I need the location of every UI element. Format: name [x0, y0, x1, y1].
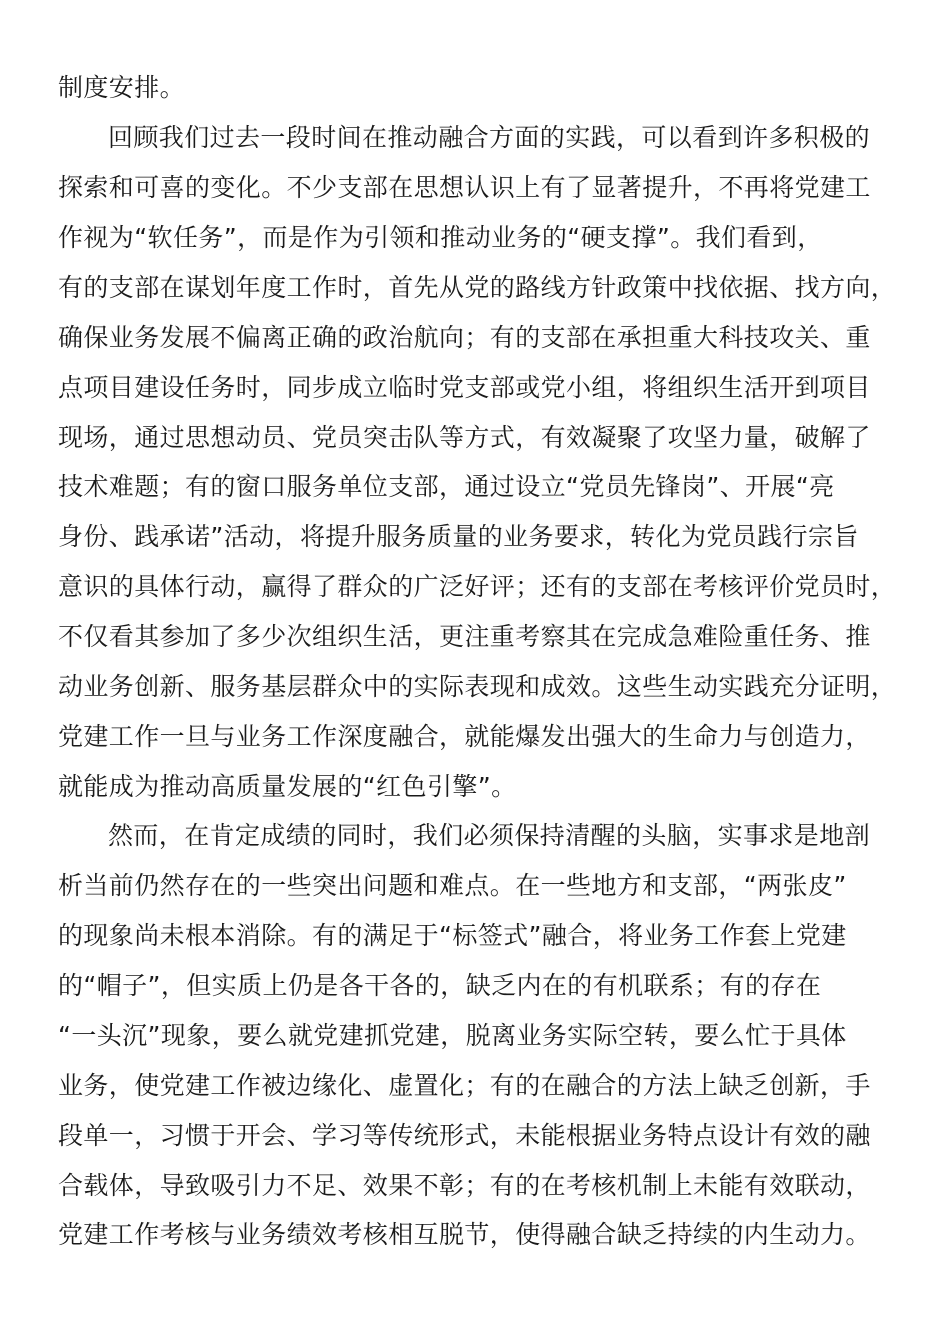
text-line: 析当前仍然存在的一些突出问题和难点。在一些地方和支部，“两张皮”: [58, 871, 847, 900]
text-line: 动业务创新、服务基层群众中的实际表现和成效。这些生动实践充分证明，: [58, 672, 897, 701]
text-line: “一头沉”现象，要么就党建抓党建，脱离业务实际空转，要么忙于具体: [58, 1021, 847, 1050]
text-line: 意识的具体行动，赢得了群众的广泛好评；还有的支部在考核评价党员时，: [58, 572, 897, 601]
paragraph-first-line: 然而，在肯定成绩的同时，我们必须保持清醒的头脑，实事求是地剖: [108, 821, 871, 850]
text-line: 制度安排。: [58, 73, 186, 102]
text-line: 的“帽子”，但实质上仍是各干各的，缺乏内在的有机联系；有的存在: [58, 971, 822, 1000]
text-line: 探索和可喜的变化。不少支部在思想认识上有了显著提升，不再将党建工: [58, 173, 871, 202]
text-line: 现场，通过思想动员、党员突击队等方式，有效凝聚了攻坚力量，破解了: [58, 423, 871, 452]
text-line: 身份、践承诺”活动，将提升服务质量的业务要求，转化为党员践行宗旨: [58, 522, 859, 551]
text-line: 党建工作一旦与业务工作深度融合，就能爆发出强大的生命力与创造力，: [58, 722, 871, 751]
text-line: 技术难题；有的窗口服务单位支部，通过设立“党员先锋岗”、开展“亮: [58, 472, 835, 501]
text-line: 点项目建设任务时，同步成立临时党支部或党小组，将组织生活开到项目: [58, 373, 871, 402]
text-line: 合载体，导致吸引力不足、效果不彰；有的在考核机制上未能有效联动，: [58, 1171, 871, 1200]
text-line: 不仅看其参加了多少次组织生活，更注重考察其在完成急难险重任务、推: [58, 622, 871, 651]
text-line: 就能成为推动高质量发展的“红色引擎”。: [58, 772, 517, 801]
text-line: 作视为“软任务”，而是作为引领和推动业务的“硬支撑”。我们看到，: [58, 223, 823, 252]
text-line: 业务，使党建工作被边缘化、虚置化；有的在融合的方法上缺乏创新，手: [58, 1071, 871, 1100]
text-line: 的现象尚未根本消除。有的满足于“标签式”融合，将业务工作套上党建: [58, 921, 847, 950]
text-line: 段单一，习惯于开会、学习等传统形式，未能根据业务特点设计有效的融: [58, 1121, 871, 1150]
paragraph-first-line: 回顾我们过去一段时间在推动融合方面的实践，可以看到许多积极的: [108, 123, 871, 152]
text-line: 确保业务发展不偏离正确的政治航向；有的支部在承担重大科技攻关、重: [58, 323, 871, 352]
text-line: 有的支部在谋划年度工作时，首先从党的路线方针政策中找依据、找方向，: [58, 273, 897, 302]
text-line: 党建工作考核与业务绩效考核相互脱节，使得融合缺乏持续的内生动力。: [58, 1220, 871, 1249]
